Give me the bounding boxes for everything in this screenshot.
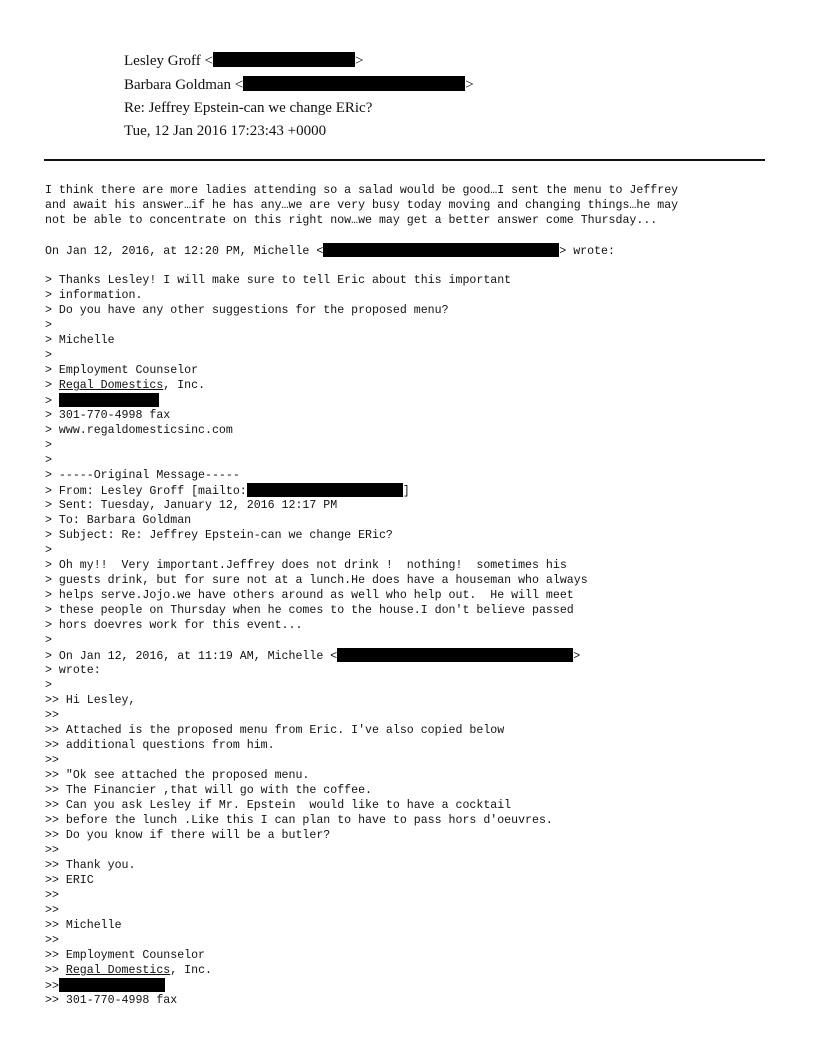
quote-attribution: On Jan 12, 2016, at 12:20 PM, Michelle < > wrote: <box>45 245 615 258</box>
body-line: > Michelle <box>45 334 115 347</box>
body-line: > <box>45 319 52 332</box>
email-body <box>45 183 775 1008</box>
body-line: > Subject: Re: Jeffrey Epstein-can we change ERic? <box>45 529 393 542</box>
quote-attribution: > On Jan 12, 2016, at 11:19 AM, Michelle < > <box>45 650 581 663</box>
body-line: >> Hi Lesley, <box>45 694 136 707</box>
body-line: > -----Original Message----- <box>45 469 240 482</box>
redaction-box <box>247 483 403 497</box>
body-line: > <box>45 349 52 362</box>
body-line: > From: Lesley Groff [mailto: ] <box>45 485 410 498</box>
body-line: > <box>45 634 52 647</box>
redaction-box <box>59 393 159 407</box>
redaction-box <box>323 243 559 257</box>
body-line: >> Thank you. <box>45 859 136 872</box>
body-line: I think there are more ladies attending so a salad would be good…I sent the menu to Jeffrey <box>45 184 679 197</box>
redaction-box <box>243 76 465 91</box>
redaction-box <box>337 648 573 662</box>
body-line: > Regal Domestics, Inc. <box>45 379 206 392</box>
body-line: not be able to concentrate on this right now…we may get a better answer come Thursday... <box>45 214 658 227</box>
body-line <box>45 228 775 243</box>
header-divider <box>44 159 765 161</box>
body-line: > <box>45 454 52 467</box>
body-line: >> before the lunch .Like this I can plan to have to pass hors d'oeuvres. <box>45 814 553 827</box>
body-line: >> Regal Domestics, Inc. <box>45 964 212 977</box>
body-line: > Oh my!! Very important.Jeffrey does not drink ! nothing! sometimes his <box>45 559 567 572</box>
body-line: > Do you have any other suggestions for the proposed menu? <box>45 304 449 317</box>
body-line: >> The Financier ,that will go with the coffee. <box>45 784 372 797</box>
body-line: > <box>45 544 52 557</box>
body-line: > <box>45 679 52 692</box>
body-line: > 301-770-4998 fax <box>45 409 171 422</box>
body-line: > hors doevres work for this event... <box>45 619 303 632</box>
body-line: >> Michelle <box>45 919 122 932</box>
redaction-box <box>213 52 355 67</box>
body-line: >> ERIC <box>45 874 94 887</box>
body-line: > helps serve.Jojo.we have others around as well who help out. He will meet <box>45 589 574 602</box>
body-line: >> Employment Counselor <box>45 949 206 962</box>
body-line: > guests drink, but for sure not at a lunch.He does have a houseman who always <box>45 574 588 587</box>
body-line: > Sent: Tuesday, January 12, 2016 12:17 PM <box>45 499 338 512</box>
body-line: >> <box>45 904 59 917</box>
body-line: > Employment Counselor <box>45 364 199 377</box>
body-line: >> <box>45 978 775 993</box>
body-line: > information. <box>45 289 143 302</box>
body-line: > Thanks Lesley! I will make sure to tell Eric about this important <box>45 274 512 287</box>
body-line: > these people on Thursday when he comes to the house.I don't believe passed <box>45 604 574 617</box>
body-line: and await his answer…if he has any…we are very busy today moving and changing things…he may <box>45 199 679 212</box>
body-line: >> <box>45 709 59 722</box>
body-line: >> "Ok see attached the proposed menu. <box>45 769 310 782</box>
body-line: >> Can you ask Lesley if Mr. Epstein would like to have a cocktail <box>45 799 512 812</box>
subject-value: Re: Jeffrey Epstein-can we change ERic? <box>124 100 373 116</box>
redaction-box <box>59 978 165 992</box>
body-line: > www.regaldomesticsinc.com <box>45 424 233 437</box>
body-line: > <box>45 439 52 452</box>
body-line: >> <box>45 754 59 767</box>
body-line: > wrote: <box>45 664 101 677</box>
body-line: >> <box>45 844 59 857</box>
body-line: >> <box>45 934 59 947</box>
body-line: >> Do you know if there will be a butler? <box>45 829 331 842</box>
from-value: Lesley Groff < > <box>124 53 364 69</box>
body-line: >> Attached is the proposed menu from Eric. I've also copied below <box>45 724 505 737</box>
body-line: >> <box>45 889 59 902</box>
body-line: >> 301-770-4998 fax <box>45 994 178 1007</box>
body-line: > <box>45 393 775 408</box>
body-line: > To: Barbara Goldman <box>45 514 192 527</box>
date-value: Tue, 12 Jan 2016 17:23:43 +0000 <box>124 123 327 139</box>
to-value: Barbara Goldman < > <box>124 77 474 93</box>
body-line: >> additional questions from him. <box>45 739 275 752</box>
body-line <box>45 258 775 273</box>
